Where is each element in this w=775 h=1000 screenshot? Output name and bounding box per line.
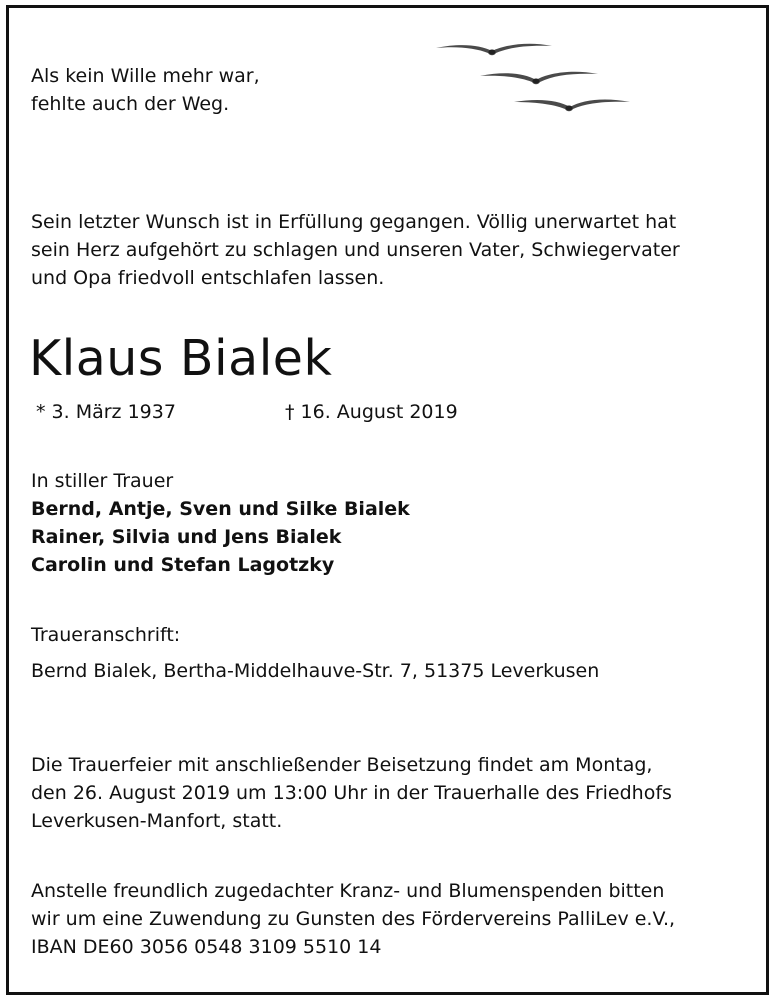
- deceased-name: Klaus Bialek: [29, 330, 333, 387]
- donation-info: [31, 877, 675, 961]
- motto-line: fehlte auch der Weg.: [31, 93, 230, 115]
- mourner-names: Rainer, Silvia und Jens Bialek: [31, 526, 342, 548]
- bird-icon: [480, 72, 598, 84]
- address-label: [31, 621, 180, 649]
- address-label-text: Traueranschrift:: [31, 624, 181, 646]
- address-text: Bernd Bialek, Bertha-Middelhauve-Str. 7, 51375 Leverkusen: [31, 660, 600, 682]
- intro-line: und Opa friedvoll entschlafen lassen.: [31, 267, 385, 289]
- donation-line: wir um eine Zuwendung zu Gunsten des Fördervereins PalliLev e.V.,: [31, 908, 676, 930]
- ceremony-line: den 26. August 2019 um 13:00 Uhr in der Trauerhalle des Friedhofs: [31, 782, 672, 804]
- birth-date: * 3. März 1937: [36, 401, 176, 423]
- intro-line: sein Herz aufgehört zu schlagen und unseren Vater, Schwiegervater: [31, 239, 680, 261]
- mourners-heading: In stiller Trauer: [31, 470, 174, 492]
- ceremony-info: [31, 751, 672, 835]
- motto: [31, 62, 260, 118]
- ceremony-line: Leverkusen-Manfort, statt.: [31, 810, 283, 832]
- intro-text: [31, 208, 680, 292]
- bird-icon: [514, 100, 630, 112]
- ceremony-line: Die Trauerfeier mit anschließender Beisetzung findet am Montag,: [31, 754, 653, 776]
- mourner-names: Carolin und Stefan Lagotzky: [31, 554, 335, 576]
- donation-line: IBAN DE60 3056 0548 3109 5510 14: [31, 936, 382, 958]
- intro-line: Sein letzter Wunsch ist in Erfüllung gegangen. Völlig unerwartet hat: [31, 211, 677, 233]
- motto-line: Als kein Wille mehr war,: [31, 65, 260, 87]
- death-date: † 16. August 2019: [285, 401, 458, 423]
- mourner-names: Bernd, Antje, Sven und Silke Bialek: [31, 498, 410, 520]
- flying-birds-illustration: [432, 38, 632, 116]
- bird-icon: [436, 44, 552, 56]
- donation-line: Anstelle freundlich zugedachter Kranz- und Blumenspenden bitten: [31, 880, 665, 902]
- address: [31, 657, 599, 685]
- mourners: [31, 467, 410, 579]
